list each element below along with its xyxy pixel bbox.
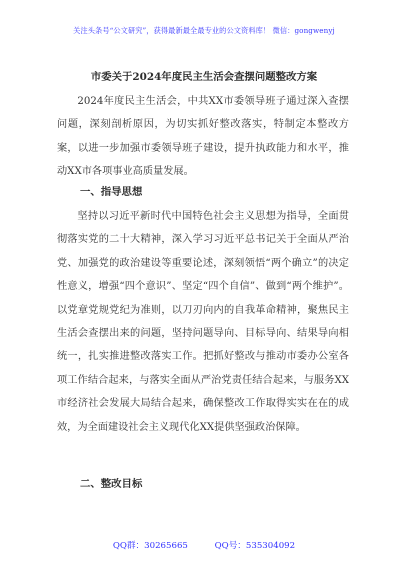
document-title: 市委关于2024年度民主生活会查摆问题整改方案 (90, 71, 318, 83)
footer-qq-number: QQ号：535304092 (214, 541, 296, 551)
section-heading-guiding-ideology: 一、指导思想 (80, 186, 143, 198)
header-banner: 关注头条号“公文研究”，获得最新最全最专业的公文资料库！ 微信：gongwenyj (73, 26, 335, 35)
guiding-ideology-paragraph: 坚持以习近平新时代中国特色社会主义思想为指导，全面贯彻落实党的二十大精神，深入学习习近平总书记关于全面从严治党、加强党的政治建设等重要论述，深刻领悟“两个确立”的决定性意义，增强“四个意识”、坚定“四个自信”、做到“两个维护”。以党章党规党纪为准则，以刀刃向内的自我革命精神，聚焦民主生活会查摆出来的问题，坚持问题导向、目标导向、结果导向相统一，扎实推进整改落实工作。把抓好整改与推动市委办公室各项工作结合起来，与落实全面从严治党责任结合起来，与服务XX市经济社会发展大局结合起来，确保整改工作取得实实在在的成效，为全面建设社会主义现代化XX提供坚强政治保障。 (57, 211, 349, 433)
footer-contacts (0, 539, 408, 551)
section-heading-rectification-goals: 二、整改目标 (80, 478, 143, 490)
intro-paragraph: 2024年度民主生活会，中共XX市委领导班子通过深入查摆问题，深刻剖析原因，为切实抓好整改落实，特制定本整改方案，以进一步加强市委领导班子建设，提升执政能力和水平，推动XX市各项事业高质量发展。 (57, 96, 349, 178)
footer-qq-group: QQ群：30265665 (112, 541, 188, 551)
